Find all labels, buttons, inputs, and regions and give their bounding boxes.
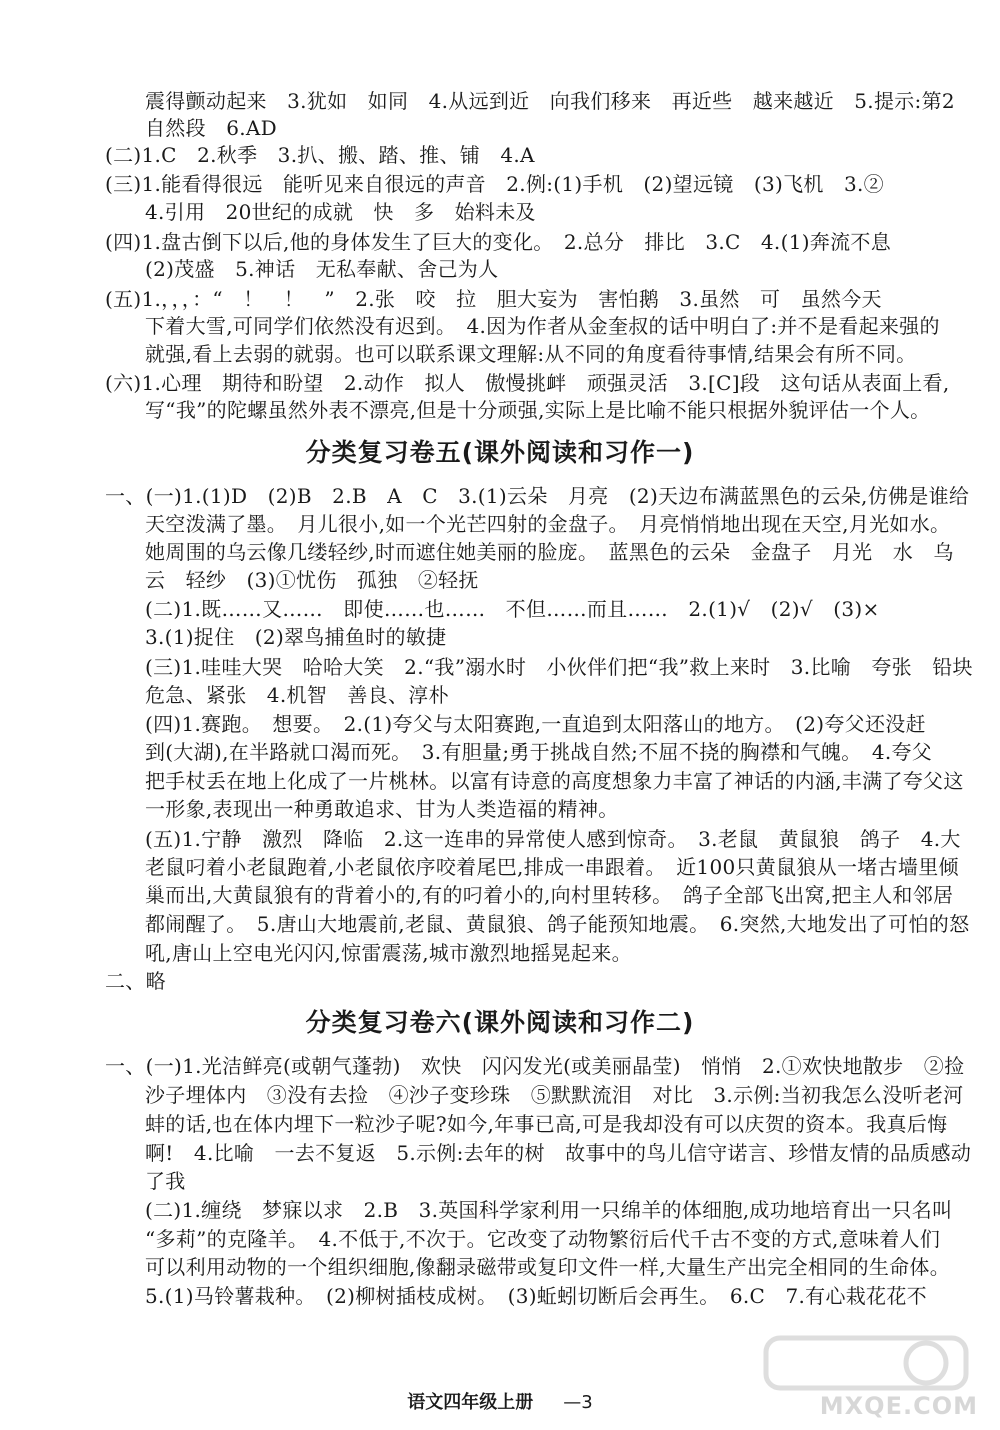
text-line: 下着大雪,可同学们依然没有迟到。 4.因为作者从金奎叔的话中明白了:并不是看起来强的 bbox=[145, 314, 940, 338]
text-line: 巢而出,大黄鼠狼有的背着小的,有的叼着小的,向村里转移。 鸽子全部飞出窝,把主人和邻居 bbox=[145, 883, 954, 907]
text-line: 可以利用动物的一个组织细胞,像翻录磁带或复印文件一样,大量生产出完全相同的生命体。 bbox=[145, 1255, 951, 1279]
section-title: 分类复习卷五(课外阅读和习作一) bbox=[305, 438, 695, 467]
footer-label: 语文四年级上册 bbox=[407, 1392, 534, 1413]
text-line: (五)1.，，，：“ ！ ！ ” 2.张 咬 拉 胆大妄为 害怕鹅 3.虽然 可 虽然今天 bbox=[105, 287, 882, 311]
text-line: 蚌的话,也在体内埋下一粒沙子呢?如今,年事已高,可是我却没有可以庆贺的资本。我真后悔 bbox=[145, 1112, 948, 1136]
text-line: 她周围的乌云像几缕轻纱,时而遮住她美丽的脸庞。 蓝黑色的云朵 金盘子 月光 水 乌 bbox=[145, 540, 954, 564]
text-line: “多莉”的克隆羊。 4.不低于,不次于。它改变了动物繁衍后代千古不变的方式,意味着人们 bbox=[145, 1227, 941, 1251]
text-line: (五)1.宁静 激烈 降临 2.这一连串的异常使人感到惊奇。 3.老鼠 黄鼠狼 鸽子 4.大 bbox=[145, 827, 961, 851]
text-line: 自然段 6.AD bbox=[145, 116, 277, 140]
text-line: 写“我”的陀螺虽然外表不漂亮,但是十分顽强,实际上是比喻不能只根据外貌评估一个人。 bbox=[145, 398, 931, 422]
text-line: (六)1.心理 期待和盼望 2.动作 拟人 傲慢挑衅 顽强灵活 3.[C]段 这句话从表面上看, bbox=[105, 371, 950, 395]
text-line: (三)1.哇哇大哭 哈哈大笑 2.“我”溺水时 小伙伴们把“我”救上来时 3.比喻 夸张 铅块 bbox=[145, 655, 973, 679]
text-line: 危急、紧张 4.机智 善良、淳朴 bbox=[145, 683, 449, 707]
watermark-text: MXQE.COM bbox=[819, 1392, 978, 1420]
text-line: 把手杖丢在地上化成了一片桃林。以富有诗意的高度想象力丰富了神话的内涵,丰满了夸父这 bbox=[145, 769, 964, 793]
text-line: 4.引用 20世纪的成就 快 多 始料未及 bbox=[145, 200, 536, 224]
text-line: 老鼠叼着小老鼠跑着,小老鼠依序咬着尾巴,排成一串跟着。 近100只黄鼠狼从一堵古墙里倾 bbox=[145, 855, 959, 879]
text-line: (四)1.盘古倒下以后,他的身体发生了巨大的变化。 2.总分 排比 3.C 4.(1)奔流不息 bbox=[105, 230, 892, 254]
text-line: 了我 bbox=[145, 1169, 186, 1193]
text-line: (2)茂盛 5.神话 无私奉献、舍己为人 bbox=[145, 257, 499, 281]
section-title: 分类复习卷六(课外阅读和习作二) bbox=[305, 1008, 695, 1037]
text-line: 就强,看上去弱的就弱。也可以联系课文理解:从不同的角度看待事情,结果会有所不同。 bbox=[145, 342, 917, 366]
text-line: 天空泼满了墨。 月儿很小,如一个光芒四射的金盘子。 月亮悄悄地出现在天空,月光如水。 bbox=[145, 512, 951, 536]
text-line: 一、(一)1.光洁鲜亮(或朝气蓬勃) 欢快 闪闪发光(或美丽晶莹) 悄悄 2.①欢快地散步 ②捡 bbox=[105, 1054, 965, 1078]
text-line: 吼,唐山上空电光闪闪,惊雷震荡,城市激烈地摇晃起来。 bbox=[145, 941, 632, 965]
text-line: 3.(1)捉住 (2)翠鸟捕鱼时的敏捷 bbox=[145, 625, 447, 649]
text-line: (二)1.C 2.秋季 3.扒、搬、踏、推、铺 4.A bbox=[105, 143, 535, 167]
text-line: 都闹醒了。 5.唐山大地震前,老鼠、黄鼠狼、鸽子能预知地震。 6.突然,大地发出了可怕的怒 bbox=[145, 912, 970, 936]
page-number: —3 bbox=[563, 1392, 593, 1413]
text-line: 到(大湖),在半路就口渴而死。 3.有胆量;勇于挑战自然;不屈不挠的胸襟和气魄。 4.夸父 bbox=[145, 740, 933, 764]
text-line: 二、略 bbox=[105, 969, 166, 993]
text-line: 5.(1)马铃薯栽种。 (2)柳树插枝成树。 (3)蚯蚓切断后会再生。 6.C 7.有心栽花花不 bbox=[145, 1284, 927, 1308]
text-line: (四)1.赛跑。 想要。 2.(1)夸父与太阳赛跑,一直追到太阳落山的地方。 (2)夸父还没赶 bbox=[145, 712, 926, 736]
text-line: 一形象,表现出一种勇敢追求、甘为人类造福的精神。 bbox=[145, 797, 619, 821]
text-line: 一、(一)1.(1)D (2)B 2.B A C 3.(1)云朵 月亮 (2)天边布满蓝黑色的云朵,仿佛是谁给 bbox=[105, 484, 970, 508]
text-line: 啊! 4.比喻 一去不复返 5.示例:去年的树 故事中的鸟儿信守诺言、珍惜友情的品质感动 bbox=[145, 1141, 972, 1165]
text-line: (二)1.既……又…… 即使……也…… 不但……而且…… 2.(1)√ (2)√ (3)× bbox=[145, 597, 880, 621]
text-line: (三)1.能看得很远 能听见来自很远的声音 2.例:(1)手机 (2)望远镜 (3)飞机 3.② bbox=[105, 172, 884, 196]
text-line: 云 轻纱 (3)①忧伤 孤独 ②轻抚 bbox=[145, 568, 479, 592]
text-line: 震得颤动起来 3.犹如 如同 4.从远到近 向我们移来 再近些 越来越近 5.提示:第2 bbox=[145, 89, 955, 113]
text-line: (二)1.缠绕 梦寐以求 2.B 3.英国科学家利用一只绵羊的体细胞,成功地培育出一只名叫 bbox=[145, 1198, 953, 1222]
watermark-logo bbox=[746, 1330, 986, 1420]
text-line: 沙子埋体内 ③没有去捡 ④沙子变珍珠 ⑤默默流泪 对比 3.示例:当初我怎么没听老河 bbox=[145, 1083, 964, 1107]
